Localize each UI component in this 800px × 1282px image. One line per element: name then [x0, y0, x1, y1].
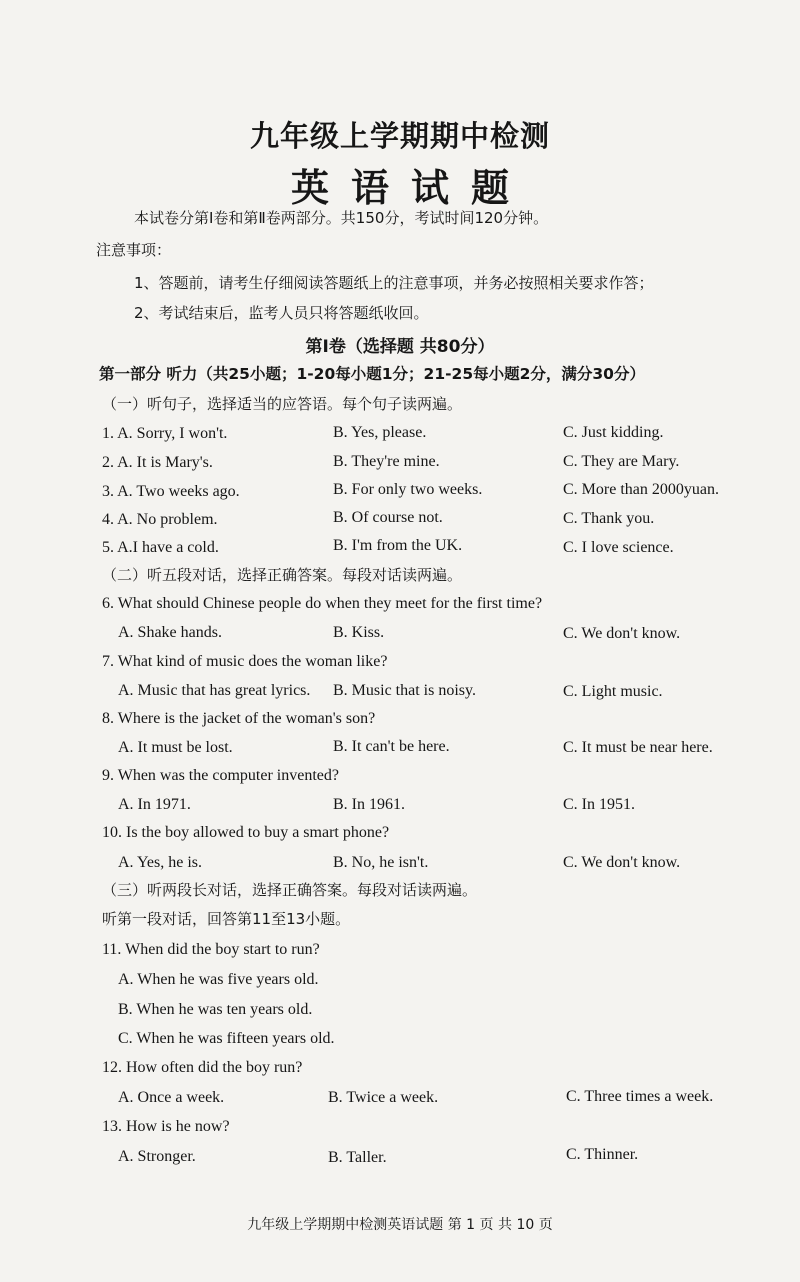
q7-option-a: A. Music that has great lyrics.: [118, 682, 311, 699]
q10-option-c: C. We don't know.: [563, 854, 681, 871]
q5-option-a: 5. A.I have a cold.: [102, 539, 219, 556]
q5-option-c: C. I love science.: [563, 539, 674, 556]
q6-option-a: A. Shake hands.: [118, 624, 222, 641]
q6-option-c: C. We don't know.: [563, 625, 681, 642]
note-item-2: 2、考试结束后，监考人员只将答题纸收回。: [134, 304, 429, 322]
q13-option-b: B. Taller.: [328, 1149, 387, 1166]
q1-option-b: B. Yes, please.: [333, 424, 427, 441]
q9-option-a: A. In 1971.: [118, 796, 191, 813]
q13-stem: 13. How is he now?: [102, 1118, 230, 1135]
q10-stem: 10. Is the boy allowed to buy a smart phone?: [102, 824, 390, 841]
q1-option-c: C. Just kidding.: [563, 424, 664, 441]
part-title: 第一部分 听力（共25小题；1-20每小题1分；21-25每小题2分，满分30分）: [99, 365, 645, 383]
notes-heading: 注意事项：: [96, 241, 172, 259]
q4-option-c: C. Thank you.: [563, 510, 655, 527]
q9-option-c: C. In 1951.: [563, 796, 635, 813]
q7-option-c: C. Light music.: [563, 683, 663, 700]
q11-stem: 11. When did the boy start to run?: [102, 941, 320, 958]
section-title: 第Ⅰ卷（选择题 共80分）: [305, 337, 495, 357]
q13-option-a: A. Stronger.: [118, 1148, 196, 1165]
q8-option-a: A. It must be lost.: [118, 739, 233, 756]
q8-option-b: B. It can't be here.: [333, 738, 450, 755]
exam-intro: 本试卷分第Ⅰ卷和第Ⅱ卷两部分。共150分，考试时间120分钟。: [134, 209, 549, 227]
sub-instruction-2: （二）听五段对话，选择正确答案。每段对话读两遍。: [102, 566, 463, 584]
q3-option-c: C. More than 2000yuan.: [563, 481, 719, 498]
q9-option-b: B. In 1961.: [333, 796, 405, 813]
q6-option-b: B. Kiss.: [333, 624, 385, 641]
q2-option-c: C. They are Mary.: [563, 453, 680, 470]
q12-option-b: B. Twice a week.: [328, 1089, 439, 1106]
q12-option-c: C. Three times a week.: [566, 1088, 714, 1105]
sub-instruction-3-note: 听第一段对话，回答第11至13小题。: [102, 910, 351, 928]
q5-option-b: B. I'm from the UK.: [333, 537, 463, 554]
page-footer: 九年级上学期期中检测英语试题 第 1 页 共 10 页: [247, 1217, 553, 1233]
q2-option-a: 2. A. It is Mary's.: [102, 454, 213, 471]
q3-option-a: 3. A. Two weeks ago.: [102, 483, 240, 500]
q11-option-a: A. When he was five years old.: [118, 971, 319, 988]
q4-option-a: 4. A. No problem.: [102, 511, 218, 528]
q4-option-b: B. Of course not.: [333, 509, 443, 526]
q13-option-c: C. Thinner.: [566, 1146, 639, 1163]
sub-instruction-1: （一）听句子，选择适当的应答语。每个句子读两遍。: [102, 395, 463, 413]
q3-option-b: B. For only two weeks.: [333, 481, 483, 498]
q8-option-c: C. It must be near here.: [563, 739, 713, 756]
q11-option-c: C. When he was fifteen years old.: [118, 1030, 335, 1047]
q10-option-b: B. No, he isn't.: [333, 854, 429, 871]
q2-option-b: B. They're mine.: [333, 453, 440, 470]
q10-option-a: A. Yes, he is.: [118, 854, 203, 871]
exam-subject-title: 英语试题: [290, 166, 531, 210]
note-item-1: 1、答题前，请考生仔细阅读答题纸上的注意事项，并务必按照相关要求作答；: [134, 274, 654, 292]
q12-stem: 12. How often did the boy run?: [102, 1059, 303, 1076]
q1-option-a: 1. A. Sorry, I won't.: [102, 425, 228, 442]
q11-option-b: B. When he was ten years old.: [118, 1001, 313, 1018]
exam-title: 九年级上学期期中检测: [249, 119, 550, 153]
q9-stem: 9. When was the computer invented?: [102, 767, 339, 784]
q12-option-a: A. Once a week.: [118, 1089, 225, 1106]
sub-instruction-3: （三）听两段长对话，选择正确答案。每段对话读两遍。: [102, 881, 478, 899]
q8-stem: 8. Where is the jacket of the woman's son?: [102, 710, 376, 727]
q7-stem: 7. What kind of music does the woman like?: [102, 653, 388, 670]
q6-stem: 6. What should Chinese people do when they meet for the first time?: [102, 595, 543, 612]
q7-option-b: B. Music that is noisy.: [333, 682, 476, 699]
